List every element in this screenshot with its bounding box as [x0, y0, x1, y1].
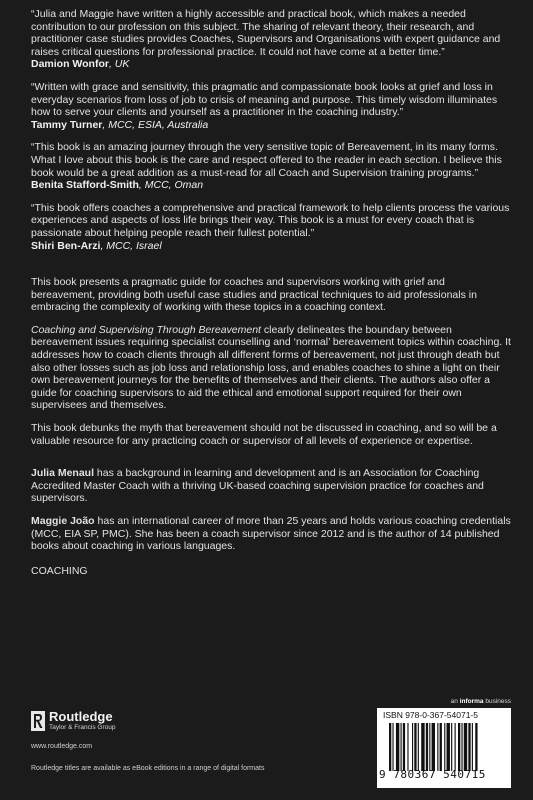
publisher-group: Taylor & Francis Group	[49, 724, 116, 731]
description-text: This book debunks the myth that bereavement should not be discussed in coaching, and so will be a valuable resource for any practicing coach or supervisor of all levels of experience or expertise.	[31, 422, 497, 447]
endorsement	[31, 202, 511, 252]
description-text-rest: clearly delineates the boundary between bereavement issues requiring specialist counselling and ‘normal’ bereavement topics within coaching. It addresses how to coach clients through all different forms of bereavement, not just through death but also other losses such as job loss and relationship loss, and enables coaches to shine a light on their own bereavement journeys for the benefits of themselves and their clients. The authors also offer a guide for coaching supervisors to aid the ethical and emotional support required for their own supervisees and themselves.	[31, 323, 511, 412]
isbn-barcode	[377, 708, 511, 788]
author-bio	[31, 467, 511, 505]
author-bio-text	[31, 467, 511, 505]
author-bio-body: has a background in learning and development and is an Association for Coaching Accredited Master Coach with a thriving UK-based coaching supervision practice for coaches and supervisors.	[31, 467, 484, 505]
barcode-digits: 9 780367 540715	[379, 768, 486, 781]
author-name: Maggie João	[31, 515, 95, 527]
endorser-name: Benita Stafford-Smith	[31, 179, 139, 192]
isbn-number: ISBN 978-0-367-54071-5	[383, 710, 478, 720]
routledge-logo	[31, 710, 115, 732]
routledge-logo-icon	[31, 711, 45, 731]
endorser-name: Damion Wonfor	[31, 58, 109, 71]
author-bio-body: has an international career of more than 25 years and holds various coaching credentials (MCC, EIA SP, PMC). She has been a coach supervisor since 2012 and is the author of 14 published books about coaching in various languages.	[31, 515, 511, 553]
description-paragraph	[31, 422, 511, 447]
description-text: This book presents a pragmatic guide for coaches and supervisors working with grief and bereavement, providing both useful case studies and practical techniques to aid professionals in embracing the complexity of working with these topics in a coaching context.	[31, 276, 477, 314]
endorser-credentials: , MCC, Oman	[138, 179, 204, 192]
author-bio	[31, 515, 511, 553]
endorsement	[31, 141, 511, 191]
endorsement	[31, 8, 511, 71]
subject-category: COACHING	[31, 564, 88, 577]
ebook-note: Routledge titles are available as eBook editions in a range of digital formats	[31, 765, 265, 772]
endorsement-quote: “Julia and Maggie have written a highly accessible and practical book, which makes a needed contribution to our profession on this subject. The sharing of relevant theory, their research, and practitioner case studies provides Coaches, Supervisors and Organisations with expert guidance and raises critical questions for professional practice. It could not have come at a better time.”	[31, 8, 501, 58]
endorsement-quote: “This book offers coaches a comprehensive and practical framework to help clients process the various experiences and aspects of loss life brings their way. This book is a must for every coach that is passionate about helping people reach their fullest potential.”	[31, 201, 510, 239]
author-bio-text	[31, 515, 511, 553]
publisher-name: Routledge	[49, 709, 113, 724]
book-title: Coaching and Supervising Through Bereavement	[31, 323, 261, 336]
publisher-url[interactable]: www.routledge.com	[31, 743, 93, 750]
endorser-name: Tammy Turner	[31, 118, 103, 131]
publisher-footer	[31, 698, 511, 788]
endorsement-attribution	[31, 119, 511, 132]
endorsement-attribution	[31, 58, 511, 71]
back-cover-text	[31, 8, 511, 577]
author-name: Julia Menaul	[31, 467, 95, 480]
endorsement-quote: “This book is an amazing journey through the very sensitive topic of Bereavement, in its many forms. What I love about this book is the care and respect offered to the reader in each section. I believe this book would be a great addition as a must-read for all Coach and Supervision training programs.”	[31, 141, 502, 179]
description-paragraph	[31, 276, 511, 314]
endorsement-attribution	[31, 179, 511, 192]
description-paragraph	[31, 324, 511, 412]
endorser-credentials: , MCC, ESIA, Australia	[102, 118, 209, 131]
endorsement-attribution	[31, 240, 511, 253]
informa-suffix: business	[483, 698, 511, 705]
informa-business-tag	[451, 698, 511, 705]
endorsement-quote: “Written with grace and sensitivity, this pragmatic and compassionate book looks at grief and loss in everyday scenarios from loss of job to crisis of meaning and purpose. This timely wisdom illuminates how to serve your clients and yourself as a practitioner in the coaching industry.”	[31, 80, 498, 119]
informa-prefix: an	[450, 698, 460, 705]
endorser-name: Shiri Ben-Arzi	[31, 239, 101, 252]
endorsement	[31, 81, 511, 131]
informa-brand: informa	[459, 698, 484, 705]
endorser-credentials: , MCC, Israel	[100, 239, 162, 252]
description-text	[31, 324, 511, 412]
endorser-credentials: , UK	[108, 58, 130, 71]
barcode-icon	[381, 723, 507, 771]
